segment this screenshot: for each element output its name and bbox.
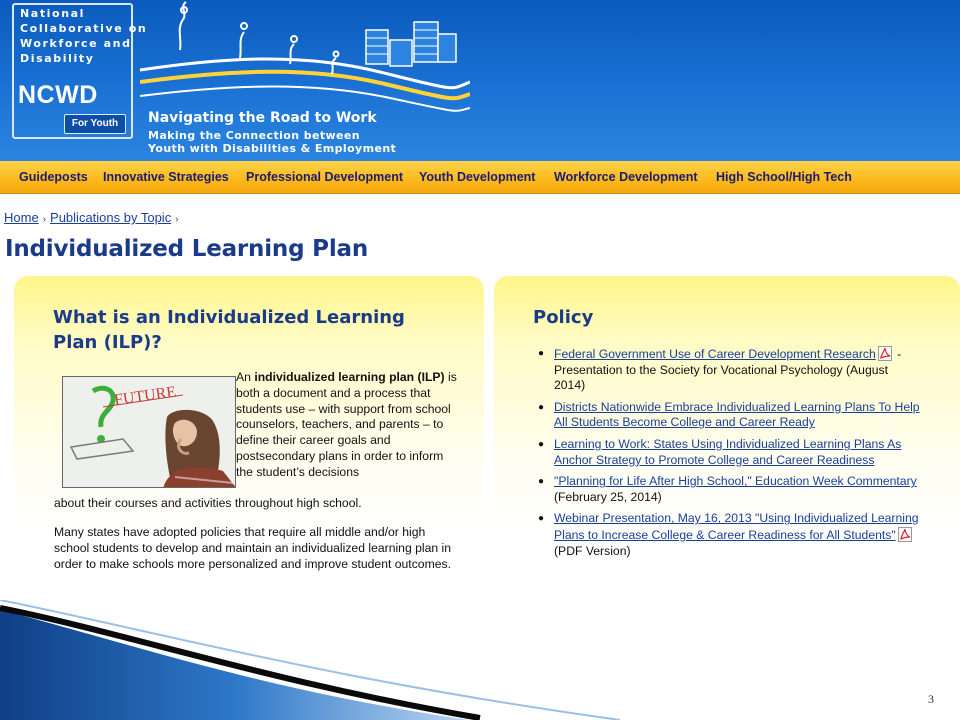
org-name-line: Collaborative on <box>20 22 148 35</box>
pdf-icon[interactable] <box>878 346 892 361</box>
main-nav <box>0 161 960 194</box>
bullet-icon: ● <box>538 348 545 359</box>
site-header-banner <box>0 0 960 161</box>
for-youth-badge: For Youth <box>64 114 126 134</box>
student-drawing-icon <box>63 377 236 488</box>
breadcrumb-separator: › <box>42 214 47 225</box>
pdf-icon[interactable] <box>898 527 912 542</box>
policy-item-detail: - Presentation to the Society for Vocational Psychology (August 2014) <box>554 347 902 393</box>
ilp-heading: What is an Individualized Learning Plan (ILP)? <box>53 307 405 353</box>
list-item <box>538 346 922 394</box>
policy-heading: Policy <box>533 307 594 328</box>
banner-subtitle: Youth with Disabilities & Employment <box>148 142 397 155</box>
bullet-icon: ● <box>538 476 545 488</box>
org-name-line: Workforce and <box>20 37 132 50</box>
bullet-icon: ● <box>538 401 545 413</box>
intro-prefix: An <box>236 370 251 384</box>
ilp-photo <box>62 376 236 488</box>
policy-list <box>538 346 922 565</box>
org-name-line: National <box>20 7 86 20</box>
policy-link[interactable]: "Planning for Life After High School," Education Week Commentary <box>554 474 917 489</box>
nav-item-high-school-high-tech[interactable]: High School/High Tech <box>716 170 852 184</box>
ilp-intro-text <box>236 370 458 481</box>
policy-item-detail: (February 25, 2014) <box>554 489 662 504</box>
policy-link[interactable]: Federal Government Use of Career Development Research <box>554 347 876 361</box>
ilp-intro-continuation: about their courses and activities throughout high school. <box>54 496 362 510</box>
policy-panel <box>494 276 960 606</box>
ilp-definition-panel <box>14 276 484 606</box>
breadcrumb <box>4 210 183 225</box>
policy-link[interactable]: Districts Nationwide Embrace Individualized Learning Plans To Help All Students Become College and Career Ready <box>554 399 920 430</box>
slide-swoosh-decoration <box>0 600 960 720</box>
list-item <box>538 511 922 559</box>
breadcrumb-publications-link[interactable]: Publications by Topic <box>50 210 172 225</box>
nav-item-innovative-strategies[interactable]: Innovative Strategies <box>103 170 229 184</box>
nav-item-workforce-development[interactable]: Workforce Development <box>554 170 698 184</box>
org-name-line: Disability <box>20 52 95 65</box>
nav-item-youth-development[interactable]: Youth Development <box>419 170 536 184</box>
policy-link[interactable]: Webinar Presentation, May 16, 2013 "Using Individualized Learning Plans to Increase College & Career Readiness for All Students" <box>554 511 919 542</box>
nav-item-guideposts[interactable]: Guideposts <box>19 170 88 184</box>
future-scribble: FUTURE <box>113 383 178 409</box>
ilp-adoption-text: Many states have adopted policies that require all middle and/or high school students to develop and maintain an individualized learning plan in order to make schools more personalized and improve student outcomes. <box>54 525 452 571</box>
policy-item-detail: (PDF Version) <box>554 543 631 558</box>
list-item <box>538 436 922 468</box>
intro-bold-term: individualized learning plan (ILP) <box>254 370 445 384</box>
list-item <box>538 399 922 431</box>
logo-acronym: NCWD <box>18 81 98 109</box>
nav-item-professional-development[interactable]: Professional Development <box>246 170 403 184</box>
intro-rest: is both a document and a process that students use – with support from school counselors, teachers, and parents – to define their career goals and postsecondary plans in order to inform the student’s decisions <box>236 370 457 479</box>
page-title: Individualized Learning Plan <box>5 236 368 262</box>
list-item <box>538 474 922 505</box>
bullet-icon: ● <box>538 513 545 525</box>
breadcrumb-separator: › <box>175 214 179 225</box>
breadcrumb-home-link[interactable]: Home <box>4 210 39 225</box>
road-illustration <box>140 0 470 112</box>
banner-subtitle: Making the Connection between <box>148 129 360 142</box>
city-icon <box>366 22 456 66</box>
banner-title: Navigating the Road to Work <box>148 110 377 126</box>
bullet-icon: ● <box>538 438 545 450</box>
slide-page-number: 3 <box>928 692 934 706</box>
policy-link[interactable]: Learning to Work: States Using Individualized Learning Plans As Anchor Strategy to Promote College and Career Readiness <box>554 436 902 467</box>
